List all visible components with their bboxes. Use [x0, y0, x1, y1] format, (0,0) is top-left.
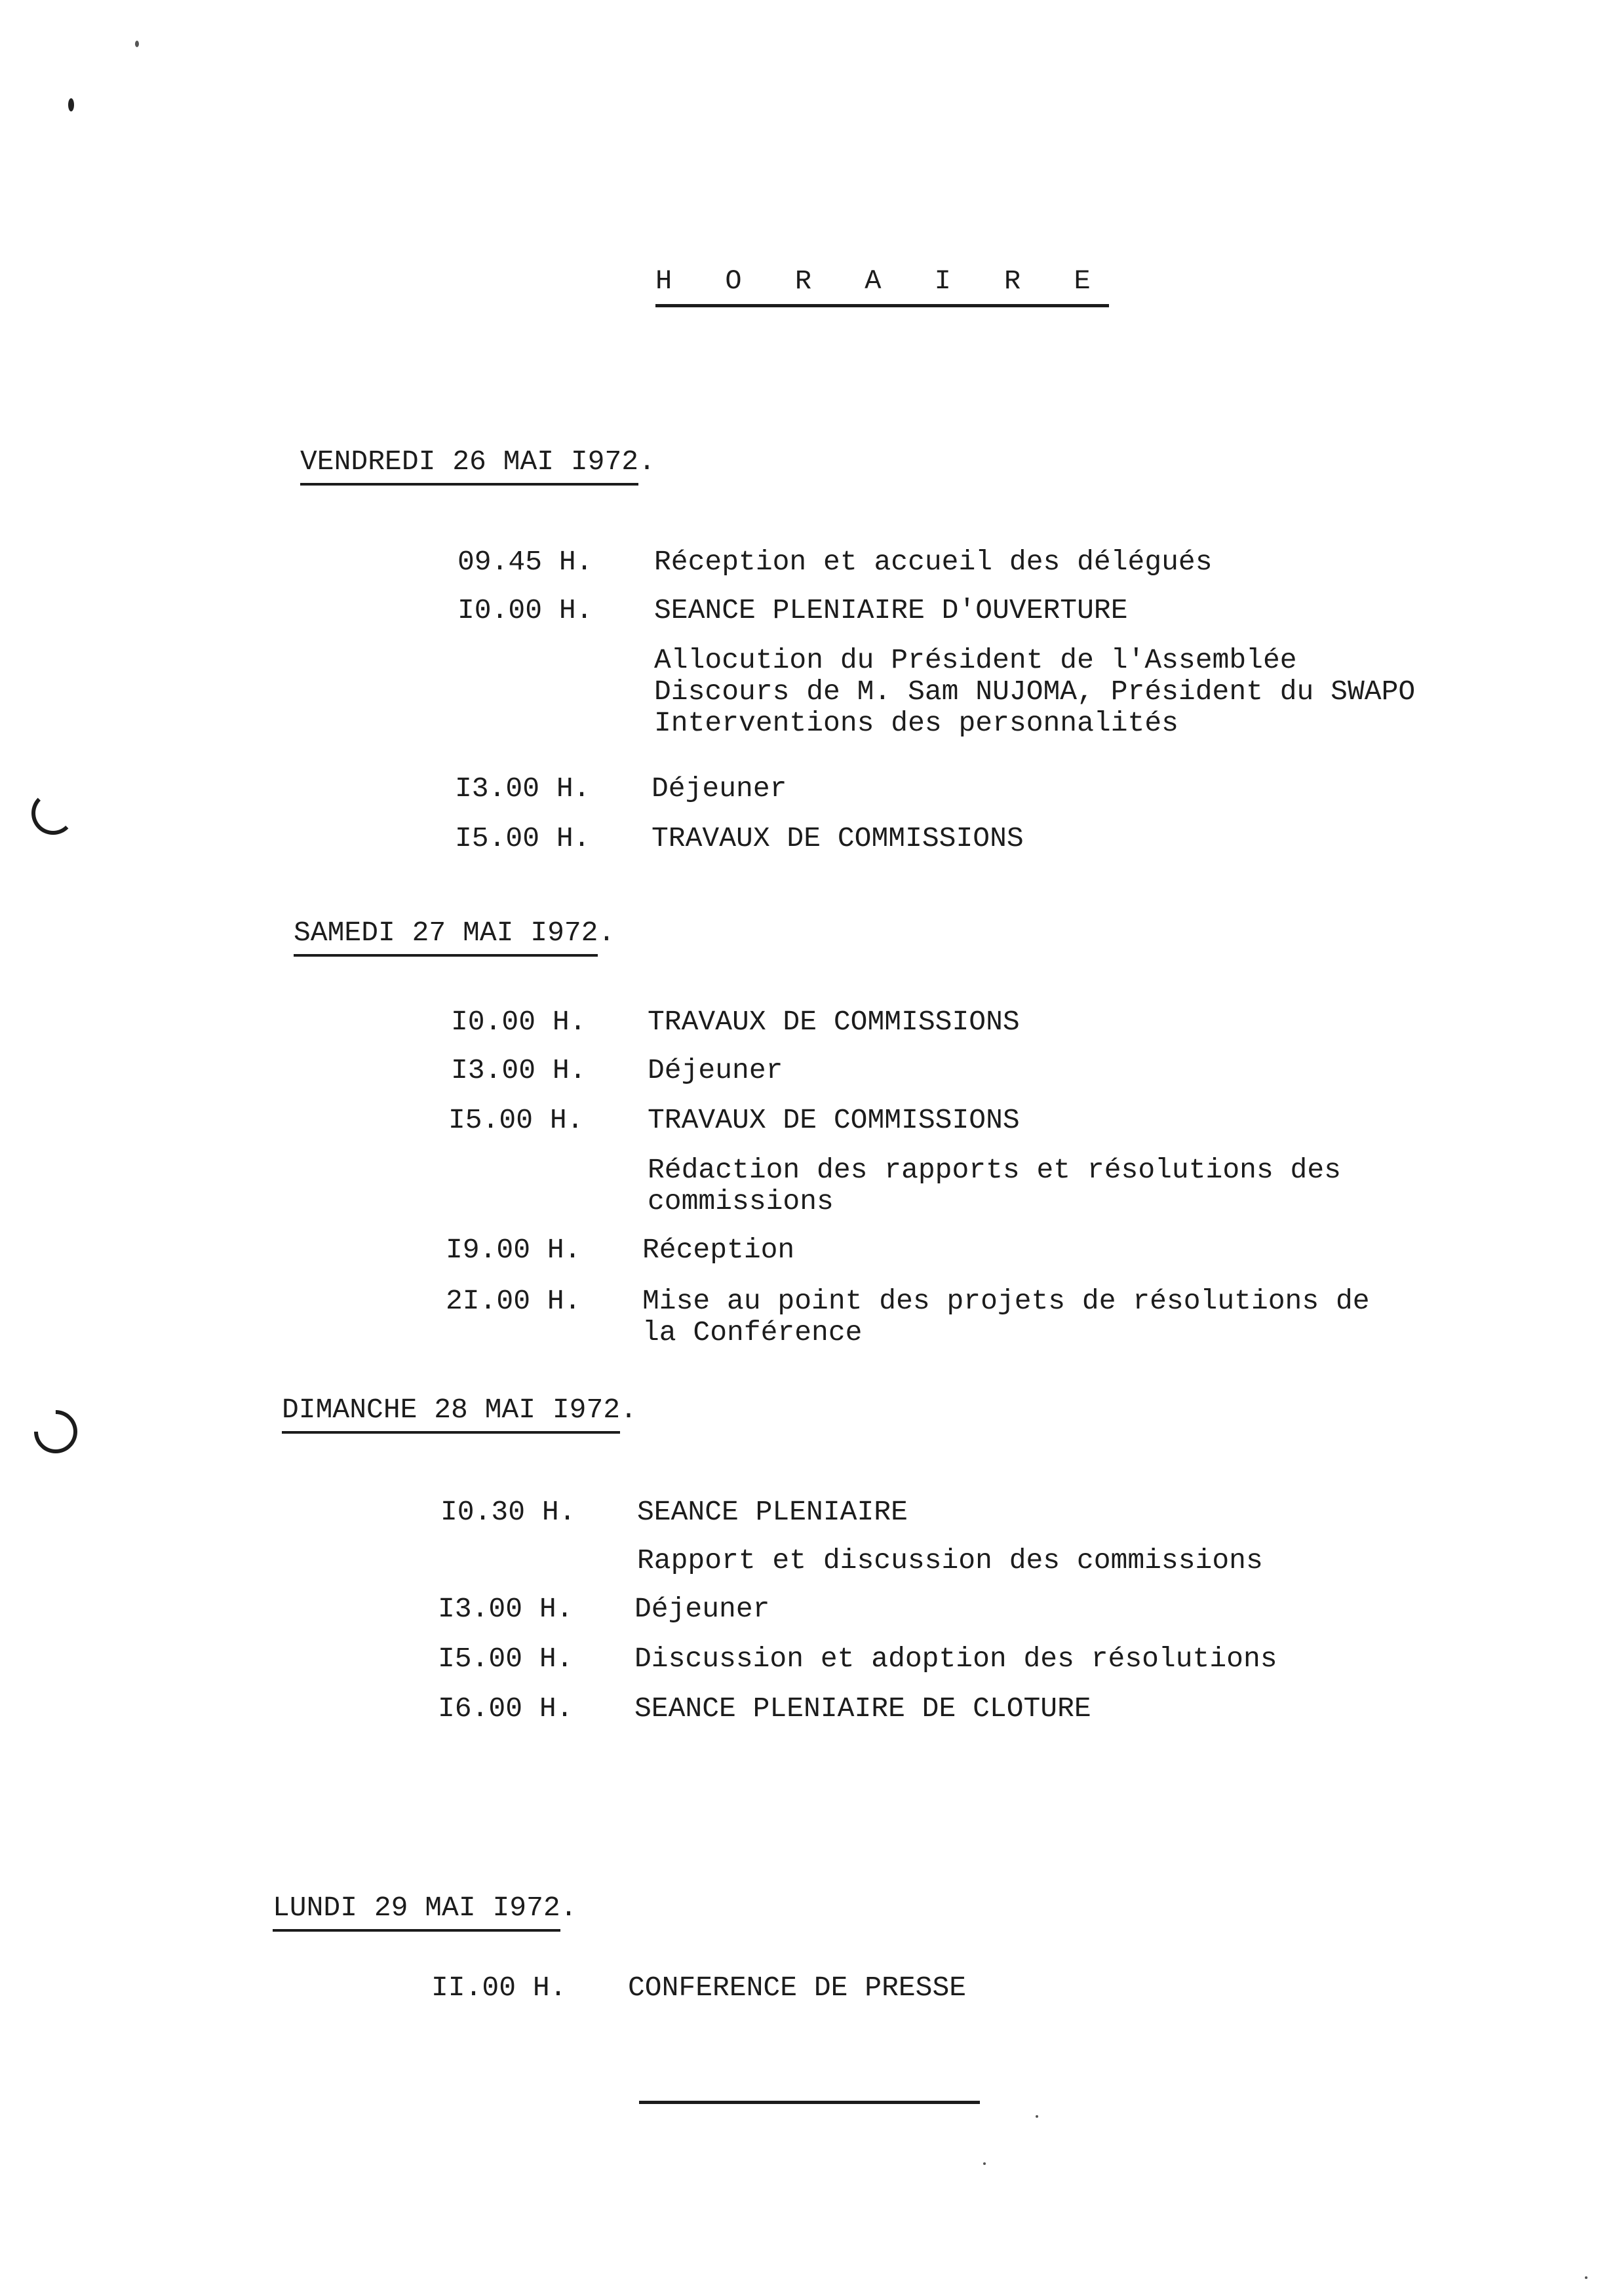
day-heading-vendredi: VENDREDI 26 MAI I972.	[300, 448, 655, 476]
entry-description: Déjeuner	[652, 773, 787, 805]
scan-speck	[983, 2162, 986, 2165]
entry-description: Rédaction des rapports et résolutions des commissions	[648, 1154, 1341, 1217]
entry-time: I0.00 H.	[457, 594, 593, 626]
entry-description: Réception et accueil des délégués	[654, 546, 1213, 578]
punch-hole-mark	[25, 1401, 86, 1462]
entry-description: TRAVAUX DE COMMISSIONS	[648, 1104, 1020, 1136]
day-heading-samedi: SAMEDI 27 MAI I972.	[294, 919, 615, 947]
entry-time: I6.00 H.	[438, 1693, 574, 1725]
entry-time: I5.00 H.	[438, 1643, 574, 1675]
day-heading-text: DIMANCHE 28 MAI I972	[282, 1394, 620, 1434]
day-heading-text: VENDREDI 26 MAI I972	[300, 446, 638, 486]
entry-time: II.00 H.	[431, 1972, 567, 2004]
entry-description: Rapport et discussion des commissions	[637, 1544, 1263, 1577]
scan-speck	[1585, 2276, 1587, 2279]
entry-description: Déjeuner	[648, 1054, 783, 1086]
entry-description: TRAVAUX DE COMMISSIONS	[652, 822, 1024, 854]
day-heading-text: SAMEDI 27 MAI I972	[294, 917, 598, 957]
entry-time: 09.45 H.	[457, 546, 593, 578]
scan-speck	[135, 41, 139, 47]
entry-description: Réception	[642, 1234, 795, 1266]
page-title: H O R A I R E	[655, 267, 1109, 307]
entry-description: SEANCE PLENIAIRE	[637, 1496, 908, 1528]
day-heading-lundi: LUNDI 29 MAI I972.	[273, 1894, 577, 1922]
scan-speck	[68, 98, 74, 111]
entry-description: Discussion et adoption des résolutions	[634, 1643, 1277, 1675]
scan-speck	[1036, 2115, 1038, 2118]
entry-time: I9.00 H.	[446, 1234, 581, 1266]
entry-description: SEANCE PLENIAIRE DE CLOTURE	[634, 1693, 1091, 1725]
entry-time: I3.00 H.	[438, 1593, 574, 1625]
entry-time: 2I.00 H.	[446, 1285, 581, 1317]
entry-time: I5.00 H.	[448, 1104, 584, 1136]
entry-time: I0.00 H.	[451, 1006, 587, 1038]
entry-description: Mise au point des projets de résolutions de la Conférence	[642, 1285, 1370, 1349]
entry-time: I3.00 H.	[455, 773, 591, 805]
day-heading-dimanche: DIMANCHE 28 MAI I972.	[282, 1396, 637, 1424]
entry-time: I0.30 H.	[440, 1496, 576, 1528]
punch-hole-mark	[31, 792, 75, 835]
entry-time: I3.00 H.	[451, 1054, 587, 1086]
entry-description: SEANCE PLENIAIRE D'OUVERTURE	[654, 594, 1128, 626]
end-rule	[639, 2101, 980, 2104]
day-heading-text: LUNDI 29 MAI I972	[273, 1892, 560, 1932]
entry-description: TRAVAUX DE COMMISSIONS	[648, 1006, 1020, 1038]
entry-description: CONFERENCE DE PRESSE	[628, 1972, 967, 2004]
entry-time: I5.00 H.	[455, 822, 591, 854]
entry-description: Déjeuner	[634, 1593, 770, 1625]
entry-description: Allocution du Président de l'Assemblée Discours de M. Sam NUJOMA, Président du SWAPO Interventions des personnalités	[654, 644, 1416, 739]
